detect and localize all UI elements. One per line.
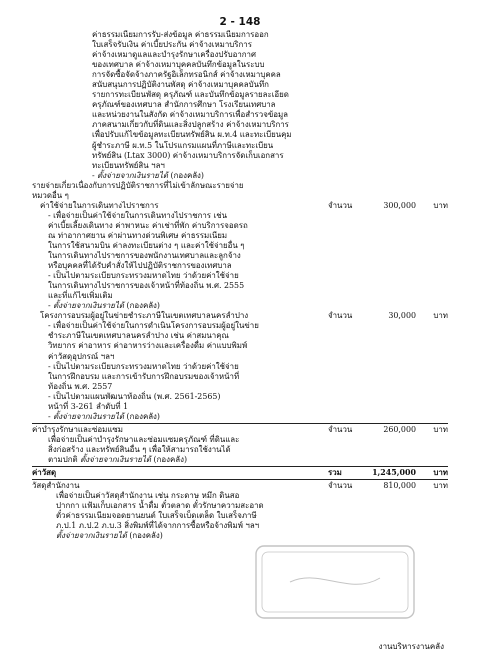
- text-line: [48, 301, 448, 311]
- block-services: [32, 30, 448, 181]
- text-line: ค่าธรรมเนียมการรับ-ส่งข้อมูล ค่าธรรมเนียมการออก: [92, 30, 269, 39]
- amount-label: จำนวน: [328, 200, 353, 210]
- text-line: ครุภัณฑ์ของเทศบาล สำนักการศึกษา โรงเรียนเทศบาล: [92, 100, 276, 110]
- amount-value: 1,245,000: [372, 468, 416, 478]
- text-fragment: (กองคลัง): [126, 411, 160, 421]
- text-line: สนับสนุนการปฏิบัติงานพัสดุ ค่าจ้างเหมาบุคคลบันทึก: [92, 80, 269, 90]
- block-maintenance: [32, 425, 448, 435]
- text-line: ค่าบำรุงรักษาและซ่อมแซม: [32, 424, 123, 434]
- block-maintenance-detail: [32, 435, 448, 465]
- text-line: รายจ่ายเกี่ยวเนื่องกับการปฏิบัติราชการที่ไม่เข้าลักษณะรายจ่าย: [32, 180, 244, 190]
- text-line: - เป็นไปตามแผนพัฒนาท้องถิ่น (พ.ศ. 2561-2565): [48, 391, 221, 401]
- funding-source: - ตั้งจ่ายจากเงินรายได้: [48, 411, 127, 421]
- text-fragment: (กองคลัง): [129, 531, 163, 541]
- text-line: [56, 531, 448, 541]
- text-line: ในการฝึกอบรม และการเข้ารับการฝึกอบรมของเจ้าหน้าที่: [48, 371, 240, 381]
- funding-source: - ตั้งจ่ายจากเงินรายได้: [48, 301, 127, 311]
- text-line: [48, 412, 448, 422]
- amount-unit: บาท: [433, 468, 448, 478]
- amount-unit: บาท: [433, 311, 448, 321]
- text-line: ค่าใช้จ่ายในการเดินทางไปราชการ: [40, 200, 159, 210]
- text-line: ค่าวัสดุอุปกรณ์ ฯลฯ: [48, 351, 115, 361]
- text-line: ค่าวัสดุ: [32, 468, 57, 478]
- text-line: เพื่อปรับแก้ไขข้อมูลทะเบียนทรัพย์สิน ผ.ท.4 และทะเบียนคุม: [92, 130, 292, 140]
- amount-label: จำนวน: [328, 481, 353, 491]
- text-line: ทรัพย์สิน (Ltax 3000) ค่าจ้างเหมาบริการจัดเก็บเอกสาร: [92, 150, 284, 160]
- text-line: ภ.ป.1 ภ.ป.2 ภ.บ.3 สิ่งพิมพ์ที่ได้จากการซื้อหรือจ้างพิมพ์ ฯลฯ: [56, 521, 260, 531]
- text-fragment: (กองคลัง): [170, 170, 204, 180]
- text-line: ค่าเบี้ยเลี้ยงเดินทาง ค่าพาหนะ ค่าเช่าที่พัก ค่าบริการจอดรถ: [48, 220, 248, 230]
- text-line: [92, 171, 448, 181]
- text-line: หมวดอื่น ๆ: [32, 190, 69, 200]
- text-line: ของเทศบาล ค่าจ้างเหมาบุคคลบันทึกข้อมูลในระบบ: [92, 60, 265, 70]
- text-fragment: (กองคลัง): [151, 454, 188, 464]
- text-line: ภาคสนามเกี่ยวกับที่ดินและสิ่งปลูกสร้าง ค่าจ้างเหมาบริการ: [92, 120, 289, 130]
- text-line: ในการใช้สนามบิน ค่าลงทะเบียนต่าง ๆ และค่าใช้จ่ายอื่น ๆ: [48, 240, 245, 250]
- footer-department: งานบริหารงานคลัง: [378, 642, 444, 651]
- text-line: [48, 455, 448, 465]
- text-line: หน้าที่ 3-261 ลำดับที่ 1: [48, 401, 129, 411]
- block-training: [32, 311, 448, 321]
- amount-label: จำนวน: [328, 424, 353, 434]
- text-line: ปากกา แฟ้มเก็บเอกสาร น้ำดื่ม ตั๋วตลาด ตั๋วรักษาความสะอาด: [56, 501, 264, 511]
- text-line: ณ ท่าอากาศยาน ค่าผ่านทางด่วนพิเศษ ค่าธรรมเนียม: [48, 230, 228, 240]
- funding-source: ตั้งจ่ายจากเงินรายได้: [56, 531, 130, 541]
- text-line: - เพื่อจ่ายเป็นค่าใช้จ่ายในการดำเนินโครงการอบรมผู้อยู่ในข่าย: [48, 321, 259, 331]
- block-training-detail: [32, 321, 448, 421]
- text-line: - เพื่อจ่ายเป็นค่าใช้จ่ายในการเดินทางไปราชการ เช่น: [48, 210, 227, 220]
- block-materials-header: [32, 468, 448, 478]
- text-line: หรือบุคคลที่ได้รับคำสั่งให้ไปปฏิบัติราชการของเทศบาล: [48, 261, 232, 271]
- page-number: 2 - 148: [219, 16, 261, 28]
- amount-unit: บาท: [433, 200, 448, 210]
- text-fragment: ตามปกติ: [48, 454, 81, 464]
- text-line: เพื่อจ่ายเป็นค่าบำรุงรักษาและซ่อมแซมครุภัณฑ์ ที่ดินและ: [48, 434, 240, 444]
- amount-value: 810,000: [383, 481, 416, 491]
- text-line: วิทยากร ค่าอาหาร ค่าอาหารว่างและเครื่องดื่ม ค่าแบบพิมพ์: [48, 341, 248, 351]
- text-line: ใบเสร็จรับเงิน ค่าเบี้ยประกัน ค่าจ้างเหมาบริการ: [92, 40, 252, 50]
- text-line: ชำระภาษีในเขตเทศบาลนครลำปาง เช่น ค่าสมนาคุณ: [48, 331, 229, 341]
- text-line: - เป็นไปตามระเบียบกระทรวงมหาดไทย ว่าด้วยค่าใช้จ่าย: [48, 361, 239, 371]
- text-line: ท้องถิ่น พ.ศ. 2557: [48, 381, 113, 391]
- block-travel-detail: [32, 211, 448, 311]
- amount-label: รวม: [328, 468, 342, 478]
- block-office-supplies-detail: [32, 491, 448, 541]
- block-office-supplies: [32, 481, 448, 491]
- text-line: ทะเบียนทรัพย์สิน ฯลฯ: [92, 160, 165, 170]
- amount-value: 260,000: [383, 424, 416, 434]
- text-line: ค่าจ้างเหมาดูแลและบำรุงรักษาเครื่องปรับอากาศ: [92, 50, 256, 60]
- text-line: และหน่วยงานในสังกัด ค่าจ้างเหมาบริการเพื่อสำรวจข้อมูล: [92, 110, 288, 120]
- amount-value: 300,000: [383, 200, 416, 210]
- section-divider: [32, 479, 448, 480]
- text-line: และที่แก้ไขเพิ่มเติม: [48, 291, 113, 301]
- text-line: ผู้ชำระภาษี ผ.ท.5 ในโปรแกรมแผนที่ภาษีและทะเบียน: [92, 140, 274, 150]
- text-line: ในการเดินทางไปราชการของพนักงานเทศบาลและลูกจ้าง: [48, 251, 241, 261]
- funding-source: - ตั้งจ่ายจากเงินรายได้: [92, 170, 171, 180]
- text-line: เพื่อจ่ายเป็นค่าวัสดุสำนักงาน เช่น กระดาษ หมึก ดินสอ: [56, 491, 240, 501]
- official-stamp-mark: [250, 540, 420, 624]
- budget-detail-body: [32, 30, 448, 541]
- block-other-expenses-header: [32, 181, 448, 201]
- amount-unit: บาท: [433, 424, 448, 434]
- text-line: สิ่งก่อสร้าง และทรัพย์สินอื่น ๆ เพื่อให้สามารถใช้งานได้: [48, 444, 231, 454]
- section-divider: [32, 423, 448, 424]
- text-line: - เป็นไปตามระเบียบกระทรวงมหาดไทย ว่าด้วยค่าใช้จ่าย: [48, 271, 239, 281]
- amount-unit: บาท: [433, 481, 448, 491]
- section-divider: [32, 466, 448, 467]
- funding-source: ตั้งจ่ายจากเงินรายได้: [80, 454, 152, 464]
- text-line: โครงการอบรมผู้อยู่ในข่ายชำระภาษีในเขตเทศบาลนครลำปาง: [40, 311, 249, 321]
- text-line: การจัดซื้อจัดจ้างภาครัฐอิเล็กทรอนิกส์ ค่าจ้างเหมาบุคคล: [92, 70, 281, 80]
- text-fragment: (กองคลัง): [126, 301, 160, 311]
- text-line: ตั๋วค่าธรรมเนียมจอดยานยนต์ ใบเสร็จเบ็ดเตล็ด ใบเสร็จภาษี: [56, 511, 257, 521]
- block-travel: [32, 201, 448, 211]
- amount-label: จำนวน: [328, 311, 353, 321]
- text-line: ในการเดินทางไปราชการของเจ้าหน้าที่ท้องถิ่น พ.ศ. 2555: [48, 281, 245, 291]
- text-line: รายการทะเบียนพัสดุ ครุภัณฑ์ และบันทึกข้อมูลรายละเอียด: [92, 90, 289, 100]
- amount-value: 30,000: [388, 311, 416, 321]
- text-line: วัสดุสำนักงาน: [32, 481, 80, 491]
